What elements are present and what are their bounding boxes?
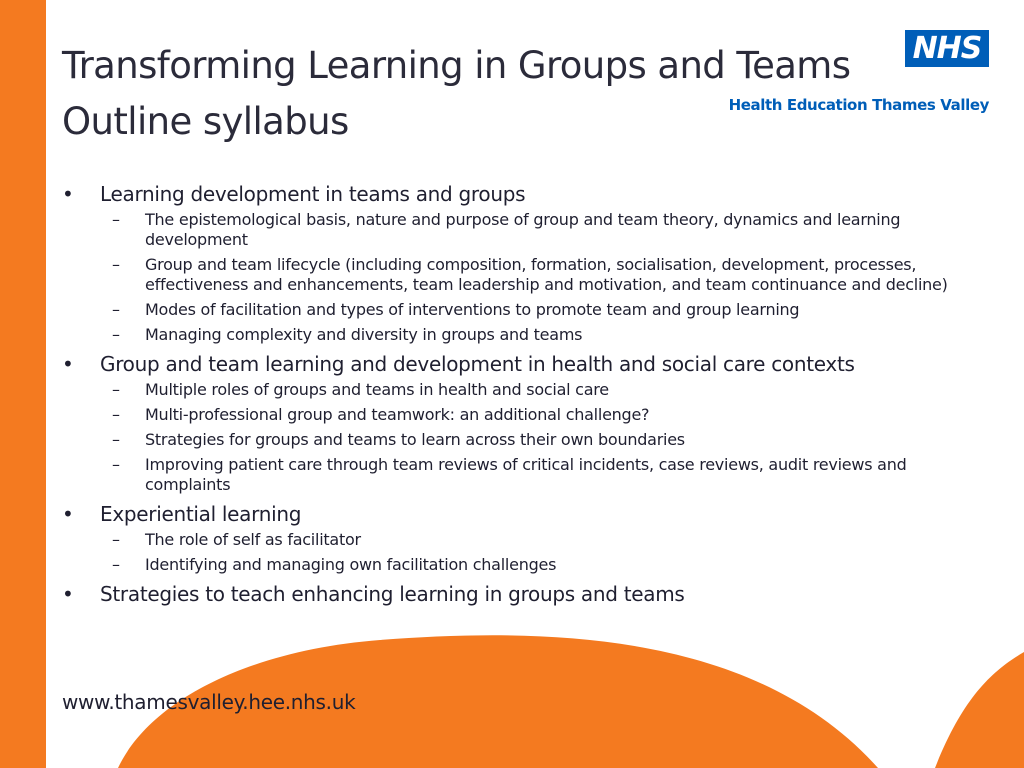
nhs-badge-text: NHS bbox=[912, 31, 982, 66]
subtopic-text: Multiple roles of groups and teams in health and social care bbox=[145, 380, 609, 399]
dash-marker: – bbox=[112, 405, 120, 424]
syllabus-topic bbox=[62, 350, 962, 378]
nhs-logo bbox=[730, 30, 992, 122]
dash-marker: – bbox=[112, 455, 120, 474]
dash-marker: – bbox=[112, 255, 120, 274]
topic-heading: Experiential learning bbox=[100, 502, 302, 526]
nhs-badge bbox=[905, 30, 989, 67]
dash-marker: – bbox=[112, 325, 120, 344]
subtopic-text: The role of self as facilitator bbox=[145, 530, 361, 549]
bullet-marker: • bbox=[62, 502, 74, 526]
syllabus-topic bbox=[62, 500, 962, 528]
topic-heading: Strategies to teach enhancing learning in groups and teams bbox=[100, 582, 685, 606]
title-line-1: Transforming Learning in Groups and Teams bbox=[62, 44, 851, 87]
bullet-marker: • bbox=[62, 352, 74, 376]
organisation-name: Health Education Thames Valley bbox=[728, 96, 989, 114]
syllabus-subtopic bbox=[62, 380, 962, 400]
bullet-marker: • bbox=[62, 182, 74, 206]
syllabus-topic bbox=[62, 180, 962, 208]
subtopic-text: Modes of facilitation and types of interventions to promote team and group learning bbox=[145, 300, 800, 319]
subtopic-text: The epistemological basis, nature and purpose of group and team theory, dynamics and learning development bbox=[145, 210, 901, 249]
topic-heading: Learning development in teams and groups bbox=[100, 182, 526, 206]
subtopic-text: Strategies for groups and teams to learn across their own boundaries bbox=[145, 430, 685, 449]
footer-url[interactable]: www.thamesvalley.hee.nhs.uk bbox=[62, 690, 356, 714]
syllabus-subtopic bbox=[62, 455, 962, 495]
dash-marker: – bbox=[112, 210, 120, 229]
dash-marker: – bbox=[112, 530, 120, 549]
dash-marker: – bbox=[112, 430, 120, 449]
syllabus-subtopic bbox=[62, 530, 962, 550]
subtopic-text: Improving patient care through team reviews of critical incidents, case reviews, audit reviews and complaints bbox=[145, 455, 907, 494]
bullet-marker: • bbox=[62, 582, 74, 606]
dash-marker: – bbox=[112, 380, 120, 399]
syllabus-subtopic bbox=[62, 300, 962, 320]
dash-marker: – bbox=[112, 555, 120, 574]
syllabus-subtopic bbox=[62, 430, 962, 450]
subtopic-text: Multi-professional group and teamwork: an additional challenge? bbox=[145, 405, 650, 424]
dash-marker: – bbox=[112, 300, 120, 319]
subtopic-text: Identifying and managing own facilitation challenges bbox=[145, 555, 557, 574]
subtopic-text: Group and team lifecycle (including composition, formation, socialisation, development, processes, effectiveness and enhancements, team leadership and motivation, and team continuance and decline) bbox=[145, 255, 948, 294]
syllabus-subtopic bbox=[62, 255, 962, 295]
syllabus-subtopic bbox=[62, 210, 962, 250]
title-line-2: Outline syllabus bbox=[62, 100, 349, 143]
syllabus-subtopic bbox=[62, 405, 962, 425]
syllabus-list bbox=[62, 180, 962, 608]
syllabus-topic bbox=[62, 580, 962, 608]
subtopic-text: Managing complexity and diversity in groups and teams bbox=[145, 325, 583, 344]
syllabus-subtopic bbox=[62, 325, 962, 345]
topic-heading: Group and team learning and development in health and social care contexts bbox=[100, 352, 855, 376]
syllabus-subtopic bbox=[62, 555, 962, 575]
